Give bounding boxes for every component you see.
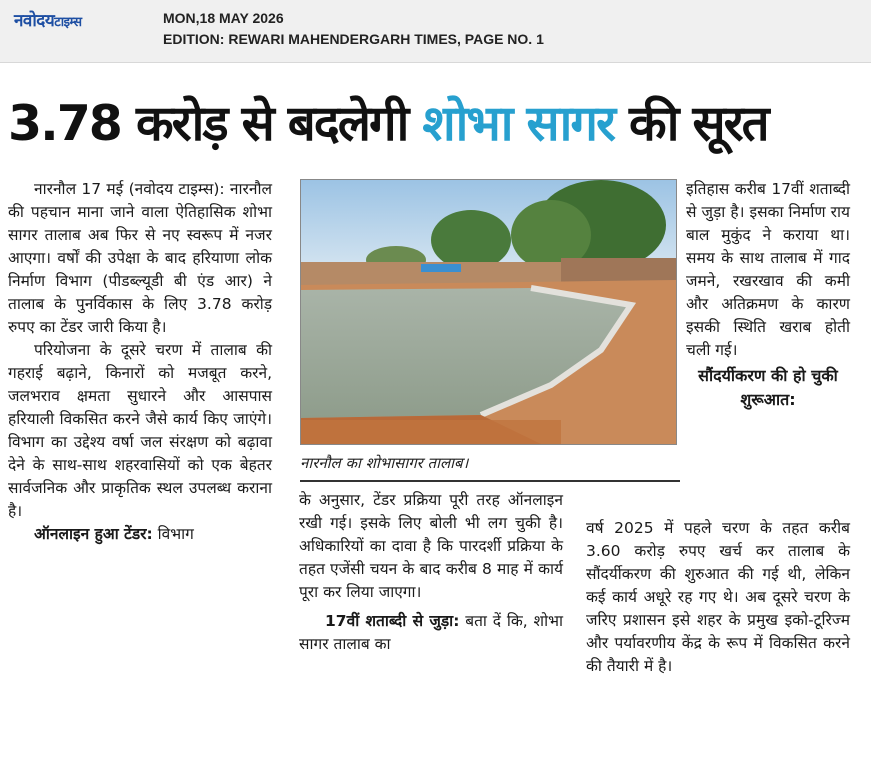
subheading-text: विभाग: [152, 525, 194, 543]
article-column-3: [686, 178, 850, 412]
article-column-2: [299, 489, 563, 656]
photo-caption: नारनौल का शोभासागर तालाब।: [300, 454, 469, 472]
edition-line: EDITION: REWARI MAHENDERGARH TIMES, PAGE NO. 1: [163, 31, 544, 47]
logo-sub: टाइम्स: [54, 15, 82, 30]
subheading-beautification: सौंदर्यीकरण की हो चुकी शुरूआत:: [698, 366, 838, 409]
page-headline: [8, 88, 868, 160]
paragraph-3: [8, 523, 272, 546]
headline-highlight: शोभा सागर: [422, 95, 614, 152]
headline-part2: की सूरत: [614, 95, 768, 152]
headline-part1: 3.78 करोड़ से बदलेगी: [8, 95, 423, 152]
pond-photo-illustration: [301, 180, 676, 444]
article-column-4: [586, 517, 850, 678]
caption-rule: [300, 480, 680, 482]
pond-photo: [300, 179, 677, 445]
article-column-1: [8, 178, 272, 546]
paragraph-2: परियोजना के दूसरे चरण में तालाब की गहराई बढ़ाने, किनारों को मजबूत करने, जलभराव क्षमता सुधारने और आसपास हरियाली विकसित करने जैसे कार्य किए जाएंगे। विभाग का उद्देश्य वर्षा जल संरक्षण को बढ़ावा देने के साथ-साथ शहरवासियों को एक बेहतर सार्वजनिक और प्राकृतिक स्थल उपलब्ध कराना है।: [8, 341, 272, 520]
newspaper-logo: [14, 8, 82, 31]
edition-info: [163, 8, 544, 50]
paragraph-4: के अनुसार, टेंडर प्रक्रिया पूरी तरह ऑनलाइन रखी गई। इसके लिए बोली भी लग चुकी है। अधिकारियों का दावा है कि पारदर्शी प्रक्रिया के तहत एजेंसी चयन के बाद करीब 8 माह में कार्य पूरा कर लिया जाएगा।: [299, 491, 563, 601]
paragraph-1: नारनौल 17 मई (नवोदय टाइम्स): नारनौल की पहचान माना जाने वाला ऐतिहासिक शोभा सागर तालाब अब फिर से नए स्वरूप में नजर आएगा। वर्षों की उपेक्षा के बाद हरियाणा लोक निर्माण विभाग (पीडब्ल्यूडी बी एंड आर) ने तालाब के पुनर्विकास के लिए 3.78 करोड़ रुपए का टेंडर जारी किया है।: [8, 180, 272, 336]
date-line: MON,18 MAY 2026: [163, 10, 284, 26]
paragraph-5: [299, 610, 563, 656]
subheading-17th-century: 17वीं शताब्दी से जुड़ा:: [325, 612, 460, 630]
logo-main: नवोदय: [14, 11, 55, 31]
paragraph-6: इतिहास करीब 17वीं शताब्दी से जुड़ा है। इसका निर्माण राय बाल मुकुंद ने कराया था। समय के साथ तालाब में गाद जमने, रखरखाव की कमी और अतिक्रमण के कारण इसकी स्थिति खराब होती चली गई।: [686, 180, 850, 359]
paragraph-7: वर्ष 2025 में पहले चरण के तहत करीब 3.60 करोड़ रुपए खर्च कर तालाब के सौंदर्यीकरण की शुरुआत की गई थी, लेकिन कई कार्य अधूरे रह गए थे। अब दूसरे चरण के जरिए प्रशासन इसे शहर के प्रमुख इको-टूरिज्म और पर्यावरणीय केंद्र के रूप में विकसित करने की तैयारी में है।: [586, 519, 850, 675]
subheading-text-2: बता दें कि, शोभा सागर तालाब का: [299, 612, 563, 653]
masthead-bar: [0, 0, 871, 63]
subheading-online-tender: ऑनलाइन हुआ टेंडर:: [34, 525, 153, 543]
